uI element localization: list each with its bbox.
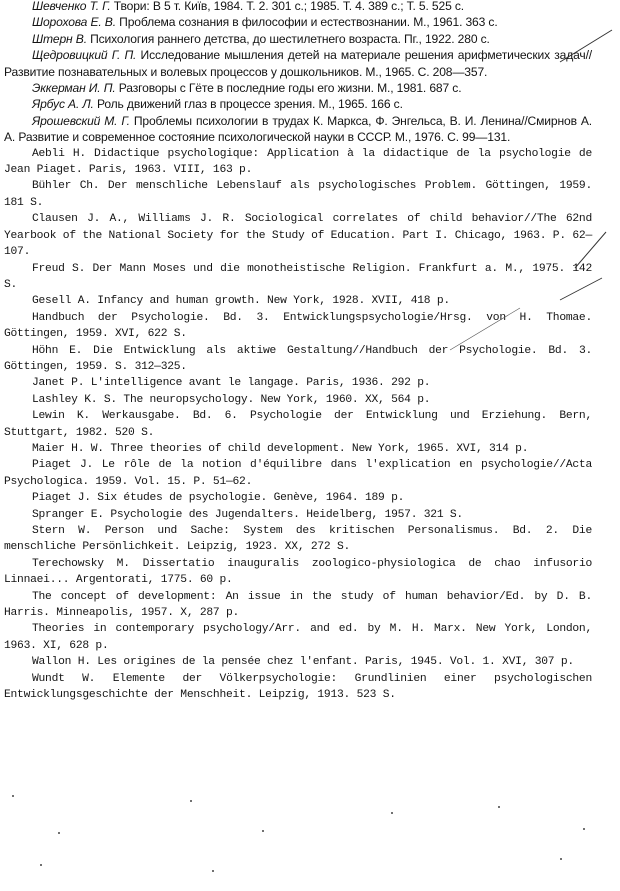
reference-entry bbox=[4, 490, 592, 506]
scan-speck bbox=[190, 800, 192, 802]
reference-entry bbox=[4, 523, 592, 556]
reference-text: Проблема сознания в философии и естествознании. М., 1961. 363 с. bbox=[115, 15, 498, 30]
reference-author: Ярошевский М. Г. bbox=[32, 113, 130, 128]
scan-speck bbox=[262, 830, 264, 832]
reference-text: Handbuch der Psychologie. Bd. 3. Entwicklungspsychologie/Hrsg. von H. Thomae. Göttingen, 1959. XVI, 622 S. bbox=[4, 311, 592, 341]
reference-entry bbox=[4, 146, 592, 179]
reference-text: Maier H. W. Three theories of child development. New York, 1965. XVI, 314 p. bbox=[32, 442, 529, 455]
reference-entry bbox=[4, 589, 592, 622]
reference-author: Шорохова Е. В. bbox=[32, 15, 116, 30]
reference-entry bbox=[4, 507, 592, 523]
reference-entry bbox=[4, 293, 592, 309]
reference-text: Lewin K. Werkausgabe. Bd. 6. Psychologie der Entwicklung und Erziehung. Bern, Stuttgart, 1982. 520 S. bbox=[4, 410, 592, 439]
reference-text: Clausen J. A., Williams J. R. Sociological correlates of child behavior//The 62nd Yearbook of the National Society for the Study of Education. Part I. Chicago, 1963. P. 62—107. bbox=[4, 213, 592, 259]
reference-entry bbox=[4, 457, 592, 490]
reference-entry bbox=[4, 178, 592, 211]
reference-entry bbox=[4, 211, 592, 260]
reference-text: Твори: В 5 т. Київ, 1984. Т. 2. 301 с.; 1985. Т. 4. 389 с.; Т. 5. 525 с. bbox=[110, 0, 464, 13]
reference-text: Janet P. L'intelligence avant le langage. Paris, 1936. 292 p. bbox=[32, 377, 431, 390]
reference-entry bbox=[4, 441, 592, 457]
reference-text: Психология раннего детства, до шестилетнего возраста. Пг., 1922. 280 с. bbox=[86, 31, 490, 46]
reference-author: Шевченко Т. Г. bbox=[32, 0, 111, 13]
reference-text: Wallon H. Les origines de la pensée chez l'enfant. Paris, 1945. Vol. 1. XVI, 307 p. bbox=[32, 656, 574, 669]
reference-entry bbox=[4, 80, 592, 96]
reference-text: Spranger E. Psychologie des Jugendalters. Heidelberg, 1957. 321 S. bbox=[32, 508, 463, 521]
reference-text: Lashley K. S. The neuropsychology. New York, 1960. XX, 564 p. bbox=[32, 393, 431, 406]
reference-entry bbox=[4, 47, 592, 80]
reference-text: Gesell A. Infancy and human growth. New York, 1928. XVII, 418 p. bbox=[32, 295, 450, 308]
reference-entry bbox=[4, 654, 592, 670]
reference-text: Разговоры с Гёте в последние годы его жизни. М., 1981. 687 с. bbox=[115, 81, 462, 96]
scan-speck bbox=[583, 828, 585, 830]
reference-text: Bühler Ch. Der menschliche Lebenslauf als psychologisches Problem. Göttingen, 1959. 181 S. bbox=[4, 180, 592, 209]
scan-speck bbox=[12, 795, 14, 797]
reference-entry bbox=[4, 671, 592, 704]
reference-text: Wundt W. Elemente der Völkerpsychologie: Grundlinien einer psychologischen Entwicklungsgeschichte der Menschheit. Leipzig, 1913. 523 S. bbox=[4, 672, 592, 702]
reference-text: Исследование мышления детей на материале решения арифметических задач//Развитие познавательных и волевых процессов у дошкольников. М., 1965. С. 208—357. bbox=[4, 48, 592, 79]
reference-entry bbox=[4, 261, 592, 294]
scan-speck bbox=[212, 870, 214, 872]
reference-entry bbox=[4, 392, 592, 408]
reference-entry bbox=[4, 113, 592, 146]
reference-text: The concept of development: An issue in the study of human behavior/Ed. by D. B. Harris. Minneapolis, 1957. X, 287 p. bbox=[4, 590, 592, 620]
reference-entry bbox=[4, 343, 592, 376]
reference-text: Stern W. Person und Sache: System des kritischen Personalismus. Bd. 2. Die menschliche Persönlichkeit. Leipzig, 1923. XX, 272 S. bbox=[4, 525, 592, 554]
reference-text: Höhn E. Die Entwicklung als aktiwe Gestaltung//Handbuch der Psychologie. Bd. 3. Göttingen, 1959. S. 312—325. bbox=[4, 344, 592, 373]
reference-text: Роль движений глаз в процессе зрения. М., 1965. 166 с. bbox=[93, 97, 403, 112]
reference-text: Terechowsky M. Dissertatio inauguralis zoologico-physiologica de chao infusorio Linnaei... Argentorati, 1775. 60 p. bbox=[4, 557, 592, 587]
reference-text: Проблемы психологии в трудах К. Маркса, Ф. Энгельса, В. И. Ленина//Смирнов А. А. Развитие и современное состояние психологической науки в СССР. М., 1976. С. 99—131. bbox=[4, 113, 592, 145]
reference-text: Piaget J. Le rôle de la notion d'équilibre dans l'explication en psychologie//Acta Psychologica. 1959. Vol. 15. P. 51—62. bbox=[4, 459, 592, 488]
reference-text: Piaget J. Six études de psychologie. Genève, 1964. 189 p. bbox=[32, 492, 405, 505]
reference-text: Aebli H. Didactique psychologique: Application à la didactique de la psychologie de Jean Piaget. Paris, 1963. VIII, 163 p. bbox=[4, 147, 592, 177]
reference-text: Freud S. Der Mann Moses und die monotheistische Religion. Frankfurt a. M., 1975. 142 S. bbox=[4, 262, 592, 291]
reference-entry bbox=[4, 14, 592, 30]
scan-speck bbox=[40, 864, 42, 866]
scan-speck bbox=[498, 806, 500, 808]
reference-entry bbox=[4, 375, 592, 391]
reference-entry bbox=[4, 31, 592, 47]
reference-entry bbox=[4, 621, 592, 654]
scan-speck bbox=[391, 812, 393, 814]
bibliography-page bbox=[4, 0, 592, 703]
reference-author: Ярбус А. Л. bbox=[32, 97, 94, 112]
reference-entry bbox=[4, 96, 592, 112]
scan-speck bbox=[58, 832, 60, 834]
reference-author: Эккерман И. П. bbox=[32, 81, 116, 96]
reference-author: Щедровицкий Г. П. bbox=[32, 48, 137, 63]
reference-author: Штерн В. bbox=[32, 31, 87, 46]
reference-entry bbox=[4, 0, 592, 14]
reference-entry bbox=[4, 408, 592, 441]
reference-entry bbox=[4, 310, 592, 343]
reference-entry bbox=[4, 556, 592, 589]
reference-text: Theories in contemporary psychology/Arr. and ed. by M. H. Marx. New York, London, 1963. XI, 628 p. bbox=[4, 623, 592, 652]
scan-speck bbox=[560, 858, 562, 860]
